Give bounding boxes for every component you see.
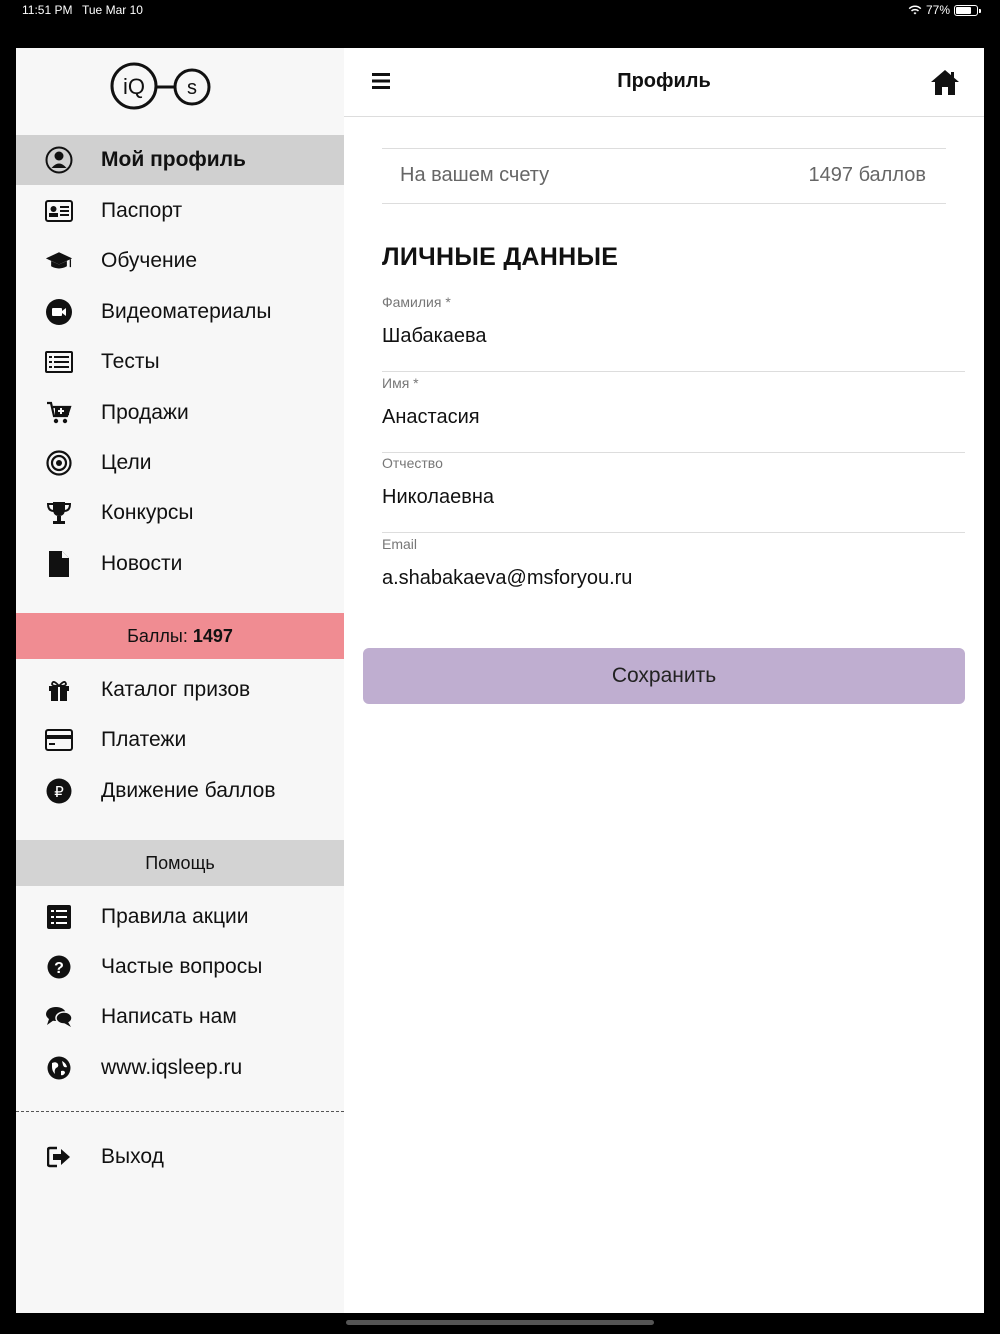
sidebar-item-tests[interactable]: [16, 337, 344, 387]
status-right: [908, 3, 978, 17]
balance-label: На вашем счету: [400, 164, 550, 186]
sidebar-item-label: Мой профиль: [101, 148, 246, 171]
first-name-input[interactable]: Анастасия: [382, 406, 480, 428]
points-bar: [16, 613, 344, 659]
chat-icon: [45, 1003, 73, 1031]
field-label: Имя *: [382, 375, 419, 391]
user-circle-icon: [45, 146, 73, 174]
svg-text:₽: ₽: [54, 783, 64, 801]
sidebar-item-contests[interactable]: [16, 488, 344, 538]
sidebar-item-label: Обучение: [101, 249, 198, 272]
brand-logo: [110, 60, 212, 112]
sidebar-item-videos[interactable]: [16, 287, 344, 337]
sidebar-item-prize-catalog[interactable]: [16, 665, 344, 715]
home-indicator: [346, 1320, 654, 1325]
sidebar-item-label: Частые вопросы: [101, 955, 263, 978]
graduation-cap-icon: [45, 247, 73, 275]
status-date: Tue Mar 10: [82, 3, 143, 17]
sidebar-item-payments[interactable]: [16, 715, 344, 765]
list-icon: [45, 903, 73, 931]
field-label: Отчество: [382, 455, 443, 471]
status-time: 11:51 PM: [22, 3, 73, 17]
sidebar-item-passport[interactable]: [16, 186, 344, 236]
last-name-field[interactable]: [382, 291, 965, 372]
battery-percent: 77%: [925, 3, 950, 17]
sidebar-item-label: Видеоматериалы: [101, 300, 272, 323]
points-value: 1497: [192, 626, 233, 646]
sidebar-item-news[interactable]: [16, 539, 344, 589]
status-bar: [0, 0, 1000, 48]
patronymic-input[interactable]: Николаевна: [382, 486, 494, 508]
ruble-icon: [45, 777, 73, 805]
field-label: Фамилия *: [382, 294, 451, 310]
sidebar-item-label: Цели: [101, 451, 152, 474]
id-card-icon: [45, 197, 73, 225]
gift-icon: [45, 676, 73, 704]
trophy-icon: [45, 499, 73, 527]
top-bar: [344, 48, 984, 117]
sidebar-item-website[interactable]: [16, 1043, 344, 1093]
sidebar-item-label: Продажи: [101, 401, 189, 424]
globe-icon: [45, 1054, 73, 1082]
first-name-field[interactable]: [382, 372, 965, 453]
question-icon: [45, 953, 73, 981]
battery-icon: [954, 5, 978, 16]
list-box-icon: [45, 348, 73, 376]
balance-value: 1497 баллов: [808, 164, 926, 186]
patronymic-field[interactable]: [382, 452, 965, 533]
target-icon: [45, 449, 73, 477]
sidebar-item-sales[interactable]: [16, 388, 344, 438]
logout-icon: [45, 1143, 73, 1171]
sidebar-item-label: Конкурсы: [101, 501, 194, 524]
logout-button[interactable]: [16, 1132, 344, 1182]
sidebar-item-label: Тесты: [101, 350, 160, 373]
section-title: ЛИЧНЫЕ ДАННЫЕ: [382, 243, 619, 271]
sidebar-item-my-profile[interactable]: [16, 135, 344, 185]
app-screen: [16, 48, 984, 1313]
balance-row: [382, 148, 946, 204]
document-icon: [45, 550, 73, 578]
sidebar-item-label: Движение баллов: [101, 779, 276, 802]
sidebar-item-contact[interactable]: [16, 992, 344, 1042]
divider: [16, 1111, 344, 1112]
email-field[interactable]: [382, 533, 965, 614]
page-title: Профиль: [617, 70, 711, 92]
logo-text-right: s: [187, 77, 197, 99]
main-content: [344, 48, 984, 1313]
sidebar-item-goals[interactable]: [16, 438, 344, 488]
sidebar-item-label: Паспорт: [101, 199, 183, 222]
sidebar-item-label: Каталог призов: [101, 678, 251, 701]
home-icon[interactable]: [930, 68, 960, 96]
help-section-header: Помощь: [16, 840, 344, 886]
logo-text-left: iQ: [123, 74, 145, 99]
battery-fill: [956, 7, 971, 14]
sidebar-item-label: Написать нам: [101, 1005, 237, 1028]
credit-card-icon: [45, 726, 73, 754]
svg-text:?: ?: [54, 960, 64, 977]
logout-label: Выход: [101, 1145, 164, 1168]
sidebar-item-points-history[interactable]: [16, 766, 344, 816]
sidebar-item-label: Правила акции: [101, 905, 249, 928]
cart-plus-icon: [45, 399, 73, 427]
wifi-icon: [908, 5, 922, 15]
sidebar-item-label: Платежи: [101, 728, 187, 751]
points-label: Баллы:: [127, 626, 188, 646]
last-name-input[interactable]: Шабакаева: [382, 325, 487, 347]
field-label: Email: [382, 536, 418, 552]
sidebar-item-label: www.iqsleep.ru: [101, 1056, 243, 1079]
sidebar: [16, 48, 344, 1313]
video-camera-icon: [45, 298, 73, 326]
sidebar-item-rules[interactable]: [16, 892, 344, 942]
sidebar-item-label: Новости: [101, 552, 183, 575]
sidebar-item-faq[interactable]: [16, 942, 344, 992]
save-button[interactable]: Сохранить: [363, 648, 965, 704]
sidebar-item-training[interactable]: [16, 236, 344, 286]
email-input[interactable]: a.shabakaeva@msforyou.ru: [382, 567, 633, 589]
